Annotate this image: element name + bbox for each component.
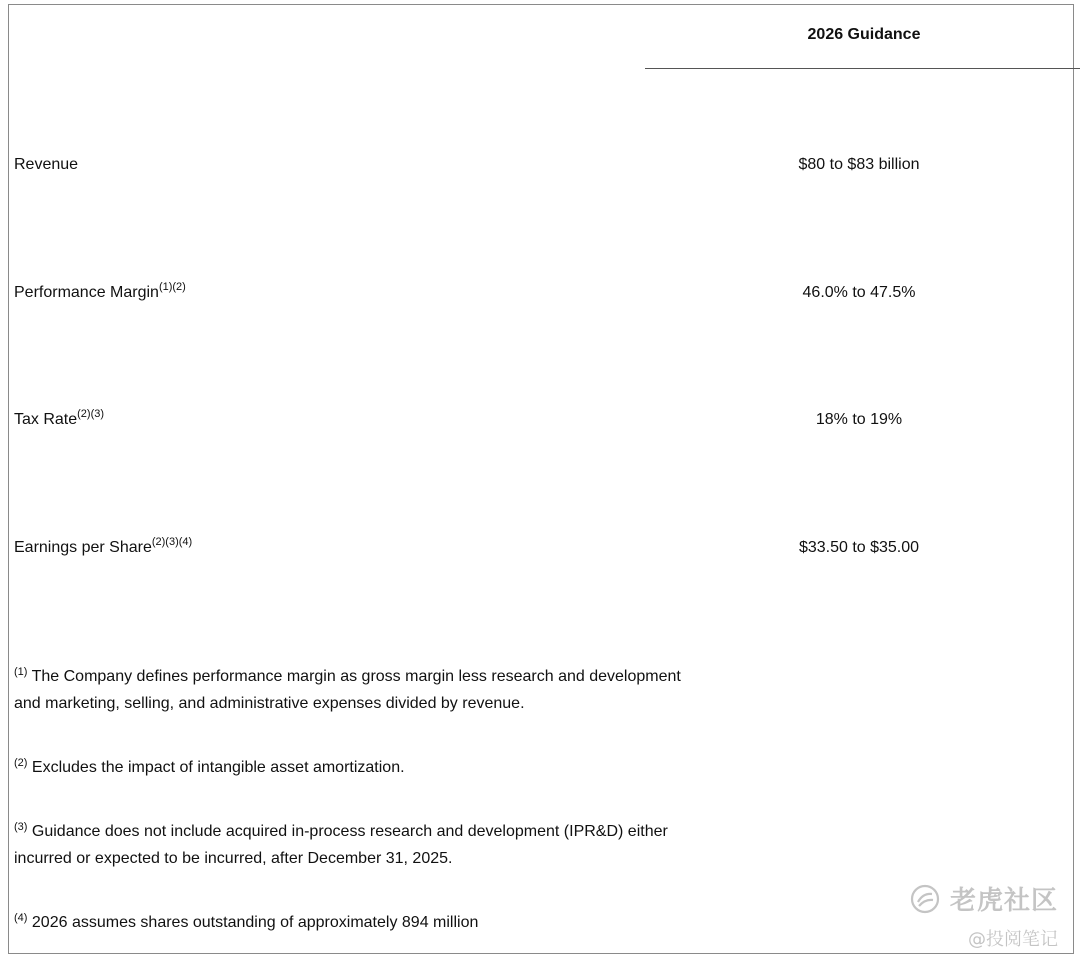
tiger-logo-icon: [910, 884, 940, 914]
watermark-handle: @投阅笔记: [968, 929, 1058, 950]
table-row-performance-margin: [9, 281, 1075, 305]
footnote-text-line1: 2026 assumes shares outstanding of approximately 894 million: [31, 914, 479, 931]
guidance-table: [8, 4, 1074, 954]
row-value: 18% to 19%: [815, 411, 903, 428]
row-value: $33.50 to $35.00: [798, 539, 920, 556]
footnote-3: [14, 818, 704, 872]
footnote-text-line1: Excludes the impact of intangible asset amortization.: [31, 759, 405, 776]
row-label: Earnings per Share$^{(2)(3)(4)}$: [14, 536, 193, 556]
footnote-refs: (2)(3): [77, 408, 105, 420]
watermark-brand: 老虎社区: [949, 886, 1058, 916]
footnote-1: [14, 663, 704, 717]
table-row-revenue: [9, 153, 1075, 177]
footnote-4: [14, 909, 704, 936]
footnote-text-line1: The Company defines performance margin as gross margin less research and development: [31, 668, 681, 685]
footnote-text-line1: Guidance does not include acquired in-process research and development (IPR&D) either: [31, 823, 668, 840]
column-header-label: 2026 Guidance: [807, 25, 921, 43]
footnote-2: [14, 754, 704, 781]
footnote-marker: (3): [14, 821, 28, 833]
footnote-refs: (2)(3)(4): [151, 536, 193, 548]
row-label: Tax Rate$^{(2)(3)}$: [14, 408, 105, 428]
table-row-tax-rate: [9, 408, 1075, 432]
row-label: Performance Margin$^{(1)(2)}$: [14, 281, 186, 301]
footnote-text-line2: incurred or expected to be incurred, after December 31, 2025.: [14, 850, 453, 867]
footnote-refs: (1)(2): [158, 281, 186, 293]
footnote-text-line2: and marketing, selling, and administrative expenses divided by revenue.: [14, 695, 525, 712]
footnote-marker: (4): [14, 912, 28, 924]
row-value: 46.0% to 47.5%: [802, 284, 916, 301]
table-row-earnings-per-share: [9, 536, 1075, 560]
row-label: Revenue: [14, 156, 79, 173]
footnote-marker: (2): [14, 757, 28, 769]
footnote-marker: (1): [14, 666, 28, 678]
column-header-2026-guidance: [645, 5, 1080, 69]
row-value: $80 to $83 billion: [798, 156, 920, 173]
watermark: [910, 880, 1058, 951]
